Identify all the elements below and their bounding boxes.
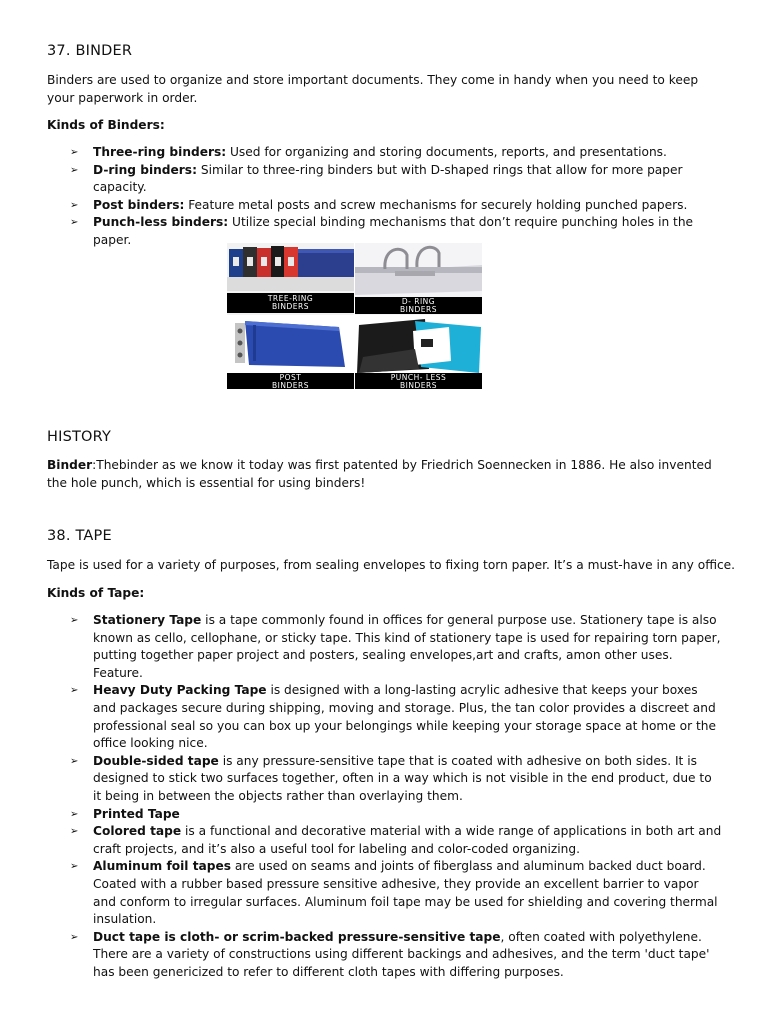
history-paragraph [47,457,727,492]
tape-heading: 38. TAPE [47,528,112,544]
binder-heading: 37. BINDER [47,43,133,59]
list-item-text: is a tape commonly found in offices for general purpose use. Stationery tape is also known as cello, cellophane, or sticky tape. This kind of stationery tape is used for repairing torn paper, putting together paper project and posters, sealing envelopes,art and crafts, amon other uses. Feature. [93,613,721,680]
binder-types-figure [227,243,482,389]
arrow-bullet-icon: ➢ [70,164,79,176]
list-item-term: Double-sided tape [93,753,219,768]
history-text: :Thebinder as we know it today was first patented by Friedrich Soennecken in 1886. He also invented the hole punch, which is essential for using binders! [47,458,712,490]
list-item [70,806,722,824]
arrow-bullet-icon: ➢ [70,826,79,838]
list-item-term: Heavy Duty Packing Tape [93,683,267,698]
caption-line: BINDERS [272,301,309,311]
arrow-bullet-icon: ➢ [70,615,79,626]
punch-less-caption [355,373,482,389]
list-item-term: Three-ring binders: [93,145,227,159]
binder-intro: Binders are used to organize and store important documents. They come in handy when you need to keep your paperwork in order. [47,73,699,105]
tape-kinds-title: Kinds of Tape: [47,586,145,600]
tape-intro: Tape is used for a variety of purposes, from sealing envelopes to fixing torn paper. It’s a must-have in any office. [47,558,736,572]
post-caption [227,373,354,389]
caption-line: TREE-RING [267,294,314,303]
punch-less-binders-photo [355,317,482,389]
list-item [70,823,722,858]
list-item [70,753,722,806]
list-item-term: Punch-less binders: [93,215,229,230]
list-item-text: Similar to three-ring binders but with D-shaped rings that allow for more paper capacity. [93,162,683,195]
list-item-term: Colored tape [93,824,182,839]
list-item-text: is any pressure-sensitive tape that is coated with adhesive on both sides. It is designed to stick two surfaces together, often in a way which is not visible in the end product, due to it being in between the objects rather than overlaying them. [93,753,712,803]
list-item-term: D-ring binders: [93,162,197,177]
arrow-bullet-icon: ➢ [70,217,79,229]
three-ring-caption [227,293,354,313]
history-term: Binder [47,458,93,472]
list-item-term: Duct tape is cloth- or scrim-backed pressure-sensitive tape [93,929,501,944]
three-ring-binders-photo [227,243,354,315]
arrow-bullet-icon: ➢ [70,685,79,697]
arrow-bullet-icon: ➢ [70,147,79,158]
arrow-bullet-icon: ➢ [70,931,79,943]
list-item-text: , often coated with polyethylene. There are a variety of constructions using different backings and adhesives, and the term 'duct tape' has been genericized to refer to different cloth tapes with differing purposes. [93,929,710,979]
list-item [70,929,722,982]
binder-kinds-list [70,144,730,250]
list-item-text: Feature metal posts and screw mechanisms for securely holding punched papers. [184,197,688,212]
list-item-text: are used on seams and joints of fiberglass and aluminum backed duct board. Coated with a rubber based pressure sensitive adhesive, they provide an excellent barrier to vapor and conform to irregular surfaces. Aluminum foil tape may be used for shielding and covering thermal insulation. [93,859,718,927]
caption-line: BINDERS [400,380,437,389]
caption-line: BINDERS [272,380,309,389]
caption-line: POST [279,373,302,382]
list-item-term: Post binders: [93,197,185,212]
caption-line: PUNCH- LESS [390,373,447,382]
list-item [70,144,730,162]
list-item-text: Utilize special binding mechanisms that don’t require punching holes in the paper. [93,215,694,247]
binder-kinds-title: Kinds of Binders: [47,118,165,132]
d-ring-caption [355,297,482,314]
history-heading: HISTORY [47,429,112,445]
d-ring-binders-photo [355,243,482,315]
post-binders-photo [227,317,354,389]
list-item [70,858,722,928]
list-item-text: is a functional and decorative material with a wide range of applications in both art and craft projects, and it’s also a useful tool for labeling and color-coded organizing. [93,824,722,856]
arrow-bullet-icon: ➢ [70,861,79,873]
caption-line: BINDERS [400,304,437,314]
list-item-term: Stationery Tape [93,613,202,627]
list-item-text: Used for organizing and storing documents, reports, and presentations. [226,145,667,159]
list-item [70,197,730,215]
list-item [70,162,730,197]
arrow-bullet-icon: ➢ [70,755,79,767]
list-item-term: Printed Tape [93,806,180,821]
list-item-text: is designed with a long-lasting acrylic adhesive that keeps your boxes and packages secure during shipping, moving and storage. Plus, the tan color provides a discreet and professional seal so you can box up your belongings while keeping your storage space at home or the office looking nice. [93,683,717,751]
caption-line: D- RING [401,297,436,306]
list-item-term: Aluminum foil tapes [93,859,232,874]
arrow-bullet-icon: ➢ [70,808,79,820]
arrow-bullet-icon: ➢ [70,199,79,211]
list-item [70,612,722,682]
list-item [70,682,722,752]
tape-kinds-list [70,612,722,981]
